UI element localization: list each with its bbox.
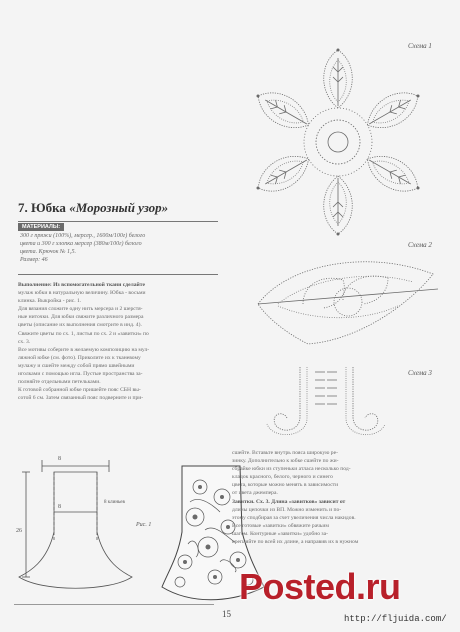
text-line: мулаж юбки в натуральную величину. Юбка - восьми bbox=[18, 290, 146, 297]
scheme-3-label: Схема 3 bbox=[408, 369, 432, 377]
materials-line: цвета. Крючок № 1,5. bbox=[20, 249, 77, 255]
article-title bbox=[18, 200, 168, 216]
text-line: цветы (описание их выполнения смотрите в инд. 4). bbox=[18, 322, 142, 329]
text-line: ляжной юбке (см. фото). Приколите их к тканевому bbox=[18, 354, 141, 361]
text-line: цвета, которые можно менять в зависимости bbox=[232, 482, 339, 489]
scheme-2-label: Схема 2 bbox=[408, 241, 432, 249]
scheme-3-diagram bbox=[255, 362, 395, 442]
scheme-2-diagram bbox=[248, 244, 448, 354]
materials-header: МАТЕРИАЛЫ: bbox=[18, 223, 64, 231]
materials-line: Размер: 46 bbox=[20, 257, 48, 263]
text-line: сшейте. Вставьте внутрь пояса широкую ре- bbox=[232, 450, 338, 456]
materials-line: цвета и 300 г хлопка мерсер (380м/100г) белого bbox=[20, 241, 142, 247]
watermark-logo: Posted.ru bbox=[239, 566, 401, 607]
text-line: иголками с помощью игла. Пустые пространства за- bbox=[18, 371, 143, 378]
text-line: сбрайке юбки из ступеньки атласа несколько под- bbox=[232, 466, 351, 473]
body-text-column-1 bbox=[18, 281, 218, 402]
text-line: клинка. Выкройка - рис. 1. bbox=[18, 298, 82, 305]
watermark-url[interactable]: http://fljuida.com/ bbox=[344, 614, 447, 624]
figure-caption: Рис. 1 bbox=[136, 522, 152, 528]
text-line: Выполнение: Из вспомогательной ткани сделайте bbox=[18, 282, 145, 288]
text-line: К готовой собранной юбке пришейте пояс СБН вы- bbox=[18, 387, 141, 394]
article-number: 7. Юбка bbox=[18, 200, 66, 215]
text-line: Все готовые «завитки» обвяжите рачьим bbox=[232, 522, 329, 529]
text-line: полняйте отдельными петельками. bbox=[18, 379, 101, 386]
materials-line: 300 г пряжи (100%), мерсер., 1600м/100г) белого bbox=[20, 233, 146, 239]
page-number: 15 bbox=[222, 609, 231, 619]
article-name: «Морозный узор» bbox=[69, 200, 169, 215]
text-line: кладок красного, белого, черного и синего bbox=[232, 474, 333, 481]
text-line: Все мотивы соберите в желаемую композицию на мул- bbox=[18, 346, 150, 353]
text-line: Для вязания сложите одну нить мерсера и 2 шерстя- bbox=[18, 306, 143, 313]
scheme-1-label: Схема 1 bbox=[408, 42, 432, 50]
scheme-1-diagram bbox=[238, 42, 438, 242]
text-line: Завитки. Сх. 3. Длина «завитков» зависит от bbox=[232, 498, 346, 505]
materials-box bbox=[18, 221, 218, 275]
seam-label: 8 клиньев bbox=[104, 500, 125, 505]
footer-rule bbox=[14, 604, 214, 605]
dim-top: 8 bbox=[58, 456, 61, 462]
text-line: мулажу и сшейте между собой прямо швейными bbox=[18, 362, 135, 369]
text-line: зинку. Дополнительно к юбке сшейте по жи- bbox=[232, 458, 339, 465]
dim-side: 26 bbox=[16, 528, 22, 534]
text-line: от цвета джемпера. bbox=[232, 490, 278, 497]
dim-mid: 8 bbox=[58, 504, 61, 510]
body-text-column-2 bbox=[232, 449, 432, 546]
text-line: длины цепочки из ВП. Можно изменить и по- bbox=[232, 506, 342, 513]
text-line: этому сподбирая за счет увеличения числа накидов. bbox=[232, 514, 356, 521]
text-line: Свяжите цветы по сх. 1, листья по сх. 2 и «завитки» по bbox=[18, 330, 149, 337]
text-line: ные ниточки. Для юбки свяжите различного размера bbox=[18, 314, 144, 321]
text-line: сотой 6 см. Затем связанный пояс подверните и при- bbox=[18, 395, 144, 402]
text-line: сх. 3. bbox=[18, 338, 31, 345]
text-line: шагом. Контурные «завитки» удобно за- bbox=[232, 530, 328, 537]
skirt-pattern-drawing bbox=[14, 452, 144, 602]
text-line: крепляйте по всей их длине, а направив их в нужном bbox=[232, 539, 359, 546]
